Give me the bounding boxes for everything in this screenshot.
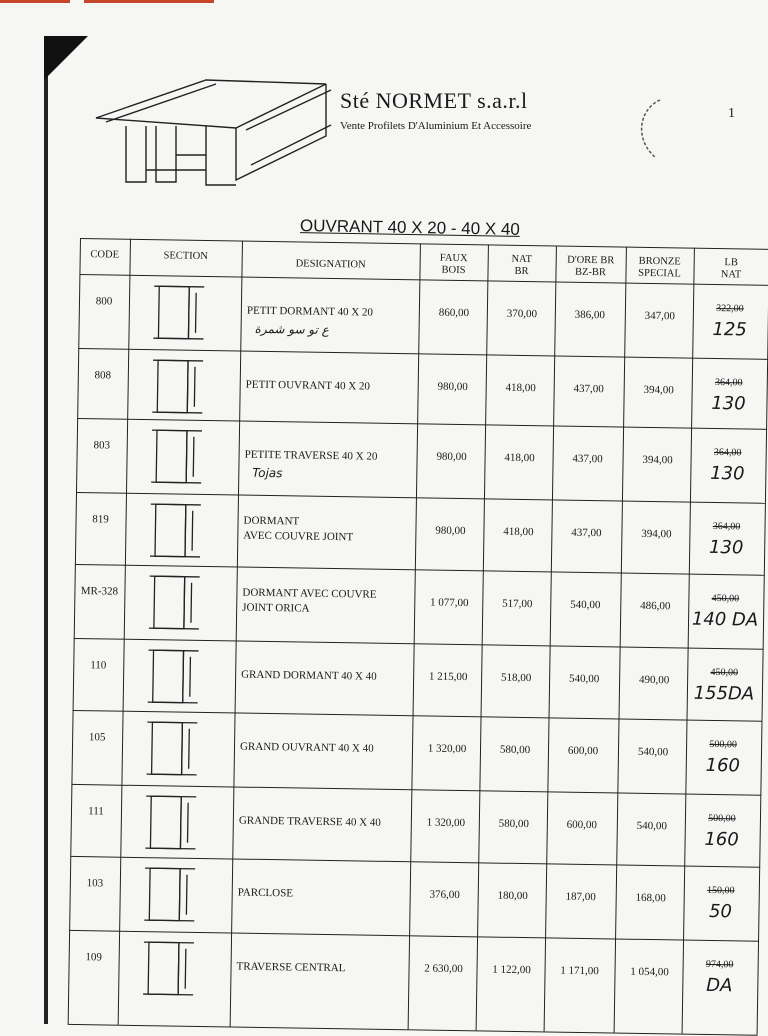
- price-lb-nat-handwritten: 130: [711, 392, 746, 415]
- header-nat-br: NAT BR: [511, 253, 533, 278]
- price-lb-nat-handwritten: 50: [708, 900, 733, 923]
- row-designation: DORMANT AVEC COUVRE JOINT: [243, 514, 354, 544]
- table-row: [75, 492, 766, 576]
- table-row: [74, 564, 765, 650]
- price-faux-bois: 860,00: [438, 306, 470, 320]
- profile-section-drawing: [123, 938, 229, 1000]
- table-row: [68, 930, 759, 1016]
- price-bronze-special: 394,00: [643, 383, 674, 397]
- price-lb-nat-old: 150,00: [706, 884, 735, 897]
- price-lb-nat-old: 364,00: [712, 520, 741, 533]
- price-bronze-special: 1 054,00: [630, 965, 669, 979]
- price-bronze-special: 490,00: [638, 673, 670, 687]
- price-lb-nat-old: 364,00: [714, 376, 743, 389]
- header-lb-nat: LB NAT: [720, 257, 742, 281]
- header-code: CODE: [90, 249, 120, 261]
- stamp-mark: [630, 95, 690, 165]
- price-faux-bois: 1 215,00: [428, 670, 468, 684]
- price-nat-br: 518,00: [500, 671, 532, 685]
- row-code: MR-328: [80, 585, 119, 598]
- price-lb-nat-old: 500,00: [709, 738, 737, 751]
- price-faux-bois: 2 630,00: [424, 962, 463, 976]
- price-dore-br: 437,00: [571, 526, 602, 540]
- price-faux-bois: 1 320,00: [426, 816, 466, 830]
- price-lb-nat-handwritten: 130: [708, 536, 744, 559]
- document-title: OUVRANT 40 X 20 - 40 X 40: [299, 216, 521, 239]
- price-faux-bois: 980,00: [436, 450, 467, 464]
- table-row: [70, 784, 761, 868]
- company-tagline: Vente Profilets D'Aluminium Et Accessoire: [340, 120, 532, 132]
- row-code: 105: [88, 731, 106, 744]
- price-lb-nat-handwritten: DA: [706, 974, 733, 997]
- price-dore-br: 187,00: [565, 890, 596, 904]
- row-designation: TRAVERSE CENTRAL: [236, 960, 346, 975]
- header-designation: DESIGNATION: [295, 258, 366, 271]
- row-code: 819: [92, 513, 109, 526]
- price-lb-nat-handwritten: 125: [712, 318, 747, 341]
- table-row: [77, 348, 768, 430]
- table-row: [69, 856, 760, 942]
- price-nat-br: 418,00: [503, 525, 534, 539]
- profile-section-drawing: [129, 572, 235, 634]
- header-section: SECTION: [163, 250, 208, 263]
- header-dore-br: D'ORE BR BZ-BR: [567, 254, 615, 279]
- row-code: 803: [93, 439, 111, 452]
- price-bronze-special: 347,00: [644, 309, 676, 323]
- table-row: [76, 418, 767, 504]
- price-nat-br: 517,00: [502, 597, 533, 611]
- profile-section-drawing: [133, 282, 239, 344]
- row-code: 111: [88, 805, 104, 818]
- table-row: [78, 274, 768, 360]
- price-lb-nat-old: 364,00: [713, 446, 742, 459]
- price-lb-nat-handwritten: 155DA: [693, 682, 755, 705]
- price-dore-br: 386,00: [574, 308, 606, 322]
- row-code: 808: [94, 369, 112, 382]
- price-bronze-special: 540,00: [636, 819, 668, 833]
- price-nat-br: 418,00: [504, 451, 535, 465]
- table-row: [71, 710, 762, 796]
- price-faux-bois: 376,00: [429, 888, 460, 902]
- price-lb-nat-old: 500,00: [708, 812, 736, 825]
- row-designation: PETIT OUVRANT 40 X 20: [245, 378, 371, 393]
- price-table: [68, 238, 768, 1035]
- handwritten-note: Tojas: [252, 465, 283, 481]
- price-lb-nat-handwritten: 160: [705, 754, 741, 777]
- row-designation: DORMANT AVEC COUVRE JOINT ORICA: [242, 586, 377, 615]
- price-dore-br: 540,00: [570, 598, 601, 612]
- price-lb-nat-handwritten: 130: [710, 462, 745, 485]
- page-corner: [44, 36, 88, 80]
- price-nat-br: 180,00: [497, 889, 528, 903]
- price-bronze-special: 168,00: [635, 891, 666, 905]
- page-edge: [44, 36, 48, 1024]
- price-faux-bois: 980,00: [437, 380, 468, 394]
- price-faux-bois: 980,00: [435, 524, 466, 538]
- price-dore-br: 540,00: [568, 672, 600, 686]
- price-nat-br: 580,00: [499, 743, 531, 757]
- profile-section-drawing: [130, 500, 236, 562]
- price-dore-br: 437,00: [572, 452, 603, 466]
- price-faux-bois: 1 077,00: [429, 596, 469, 610]
- profile-section-drawing: [128, 646, 234, 708]
- profile-section-drawing: [132, 356, 238, 418]
- price-dore-br: 1 171,00: [560, 964, 599, 978]
- price-bronze-special: 394,00: [641, 527, 672, 541]
- price-lb-nat-handwritten: 160: [704, 828, 739, 851]
- price-dore-br: 600,00: [566, 818, 598, 832]
- profile-section-drawing: [127, 718, 233, 780]
- profile-illustration: [86, 70, 336, 200]
- profile-section-drawing: [125, 792, 231, 854]
- header-bronze-special: BRONZE SPECIAL: [638, 255, 681, 280]
- price-nat-br: 370,00: [506, 307, 538, 321]
- row-designation: PARCLOSE: [237, 886, 294, 900]
- price-bronze-special: 540,00: [637, 745, 669, 759]
- row-designation: GRAND OUVRANT 40 X 40: [239, 740, 374, 755]
- profile-section-drawing: [124, 864, 230, 926]
- row-designation: PETITE TRAVERSE 40 X 20: [244, 448, 378, 463]
- row-designation: GRANDE TRAVERSE 40 X 40: [238, 814, 381, 829]
- table-row: [73, 638, 764, 722]
- row-code: 109: [85, 951, 103, 964]
- handwritten-note: ع تو سو شمرة: [254, 321, 329, 337]
- price-lb-nat-old: 450,00: [710, 666, 739, 679]
- price-bronze-special: 394,00: [642, 453, 673, 467]
- price-dore-br: 437,00: [573, 382, 604, 396]
- header-faux-bois: FAUX BOIS: [439, 252, 468, 277]
- price-lb-nat-old: 974,00: [705, 958, 734, 971]
- company-name: Sté NORMET s.a.r.l: [340, 88, 528, 113]
- page-number: 1: [728, 106, 735, 121]
- price-faux-bois: 1 320,00: [427, 742, 467, 756]
- row-code: 103: [86, 877, 104, 890]
- price-nat-br: 418,00: [505, 381, 536, 395]
- row-designation: GRAND DORMANT 40 X 40: [241, 668, 377, 683]
- price-lb-nat-handwritten: 140 DA: [691, 608, 759, 631]
- profile-section-drawing: [131, 426, 237, 488]
- price-dore-br: 600,00: [567, 744, 599, 758]
- row-designation: PETIT DORMANT 40 X 20: [246, 304, 374, 319]
- price-lb-nat-old: 450,00: [711, 592, 740, 605]
- row-code: 110: [90, 659, 107, 672]
- price-nat-br: 580,00: [498, 817, 530, 831]
- price-nat-br: 1 122,00: [492, 963, 531, 977]
- price-bronze-special: 486,00: [640, 599, 671, 613]
- row-code: 800: [95, 295, 113, 308]
- price-lb-nat-old: 322,00: [716, 303, 744, 315]
